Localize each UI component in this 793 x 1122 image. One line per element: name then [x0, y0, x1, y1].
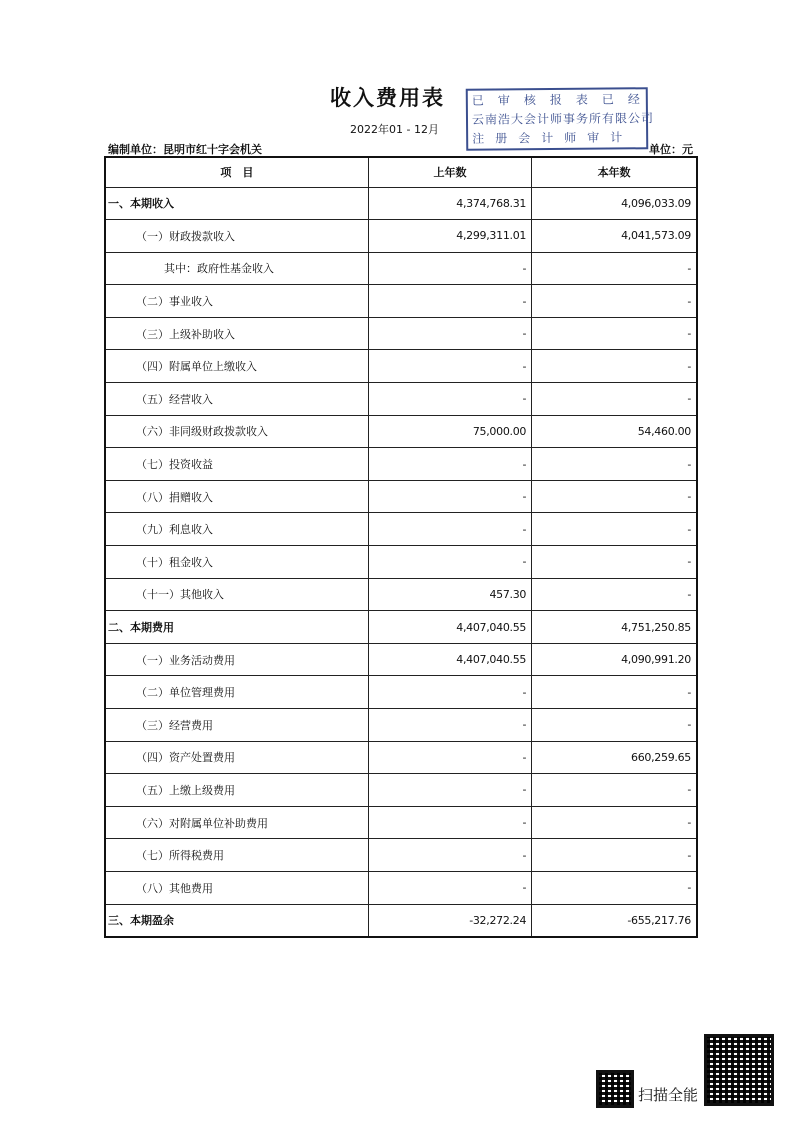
- table-row: [105, 709, 697, 742]
- table-row: [105, 513, 697, 546]
- row-item-label: 其中：政府性基金收入: [105, 252, 368, 285]
- table-row: [105, 611, 697, 644]
- table-row: [105, 220, 697, 253]
- row-prev-year-value: -: [368, 741, 531, 774]
- table-header-row: [105, 157, 697, 187]
- row-current-year-value: -: [532, 871, 697, 904]
- report-title: 收入费用表: [330, 86, 445, 110]
- row-item-label: （三）上级补助收入: [105, 317, 368, 350]
- row-prev-year-value: -: [368, 317, 531, 350]
- table-row: [105, 578, 697, 611]
- row-item-label: （七）投资收益: [105, 448, 368, 481]
- row-item-label: （七）所得税费用: [105, 839, 368, 872]
- row-item-label: （十一）其他收入: [105, 578, 368, 611]
- row-item-label: （二）单位管理费用: [105, 676, 368, 709]
- row-prev-year-value: -: [368, 774, 531, 807]
- row-prev-year-value: -: [368, 350, 531, 383]
- table-row: [105, 741, 697, 774]
- row-current-year-value: -: [532, 480, 697, 513]
- row-prev-year-value: -: [368, 546, 531, 579]
- row-prev-year-value: 457.30: [368, 578, 531, 611]
- preparing-unit: 编制单位：昆明市红十字会机关: [108, 143, 262, 156]
- row-item-label: （五）经营收入: [105, 383, 368, 416]
- row-prev-year-value: -: [368, 480, 531, 513]
- row-current-year-value: -: [532, 546, 697, 579]
- row-current-year-value: -655,217.76: [532, 904, 697, 937]
- column-header-item: 项 目: [105, 157, 368, 187]
- table-row: [105, 871, 697, 904]
- currency-unit: 单位：元: [649, 143, 693, 156]
- row-current-year-value: 660,259.65: [532, 741, 697, 774]
- row-prev-year-value: -: [368, 709, 531, 742]
- row-prev-year-value: -: [368, 871, 531, 904]
- table-row: [105, 383, 697, 416]
- row-prev-year-value: -: [368, 285, 531, 318]
- row-current-year-value: 54,460.00: [532, 415, 697, 448]
- row-item-label: （三）经营费用: [105, 709, 368, 742]
- stamp-line-2: 云南浩大会计师事务所有限公司: [471, 111, 655, 127]
- row-current-year-value: -: [532, 285, 697, 318]
- table-row: [105, 415, 697, 448]
- row-current-year-value: -: [532, 839, 697, 872]
- table-row: [105, 676, 697, 709]
- audit-stamp: [466, 87, 655, 151]
- row-item-label: （四）附属单位上缴收入: [105, 350, 368, 383]
- row-item-label: 三、本期盈余: [105, 904, 368, 937]
- row-item-label: （九）利息收入: [105, 513, 368, 546]
- row-item-label: （八）捐赠收入: [105, 480, 368, 513]
- row-prev-year-value: 4,299,311.01: [368, 220, 531, 253]
- row-current-year-value: -: [532, 317, 697, 350]
- row-current-year-value: -: [532, 774, 697, 807]
- row-prev-year-value: -: [368, 839, 531, 872]
- row-item-label: （一）财政拨款收入: [105, 220, 368, 253]
- row-prev-year-value: 4,407,040.55: [368, 611, 531, 644]
- row-prev-year-value: -32,272.24: [368, 904, 531, 937]
- report-period: 2022年01 - 12月: [350, 123, 439, 136]
- table-row: [105, 448, 697, 481]
- row-item-label: （五）上缴上级费用: [105, 774, 368, 807]
- row-current-year-value: -: [532, 252, 697, 285]
- table-row: [105, 643, 697, 676]
- row-prev-year-value: -: [368, 252, 531, 285]
- table-row: [105, 774, 697, 807]
- row-item-label: 一、本期收入: [105, 187, 368, 220]
- table-row: [105, 187, 697, 220]
- column-header-prev-year: 上年数: [368, 157, 531, 187]
- table-row: [105, 285, 697, 318]
- row-current-year-value: -: [532, 676, 697, 709]
- row-item-label: 二、本期费用: [105, 611, 368, 644]
- row-current-year-value: -: [532, 578, 697, 611]
- table-row: [105, 317, 697, 350]
- table-row: [105, 252, 697, 285]
- table-row: [105, 806, 697, 839]
- stamp-line-1: 已审核报表已经: [471, 92, 654, 108]
- row-prev-year-value: 4,374,768.31: [368, 187, 531, 220]
- row-item-label: （十）租金收入: [105, 546, 368, 579]
- row-item-label: （一）业务活动费用: [105, 643, 368, 676]
- row-current-year-value: -: [532, 709, 697, 742]
- row-item-label: （六）对附属单位补助费用: [105, 806, 368, 839]
- row-current-year-value: 4,090,991.20: [532, 643, 697, 676]
- table-row: [105, 350, 697, 383]
- row-prev-year-value: -: [368, 448, 531, 481]
- row-item-label: （八）其他费用: [105, 871, 368, 904]
- table-row: [105, 839, 697, 872]
- row-current-year-value: -: [532, 513, 697, 546]
- row-current-year-value: 4,096,033.09: [532, 187, 697, 220]
- stamp-line-3: 注册会计师审计: [472, 130, 634, 146]
- row-item-label: （六）非同级财政拨款收入: [105, 415, 368, 448]
- row-prev-year-value: 75,000.00: [368, 415, 531, 448]
- row-item-label: （二）事业收入: [105, 285, 368, 318]
- table-row: [105, 480, 697, 513]
- row-current-year-value: 4,751,250.85: [532, 611, 697, 644]
- row-prev-year-value: -: [368, 676, 531, 709]
- row-item-label: （四）资产处置费用: [105, 741, 368, 774]
- row-current-year-value: -: [532, 448, 697, 481]
- row-prev-year-value: 4,407,040.55: [368, 643, 531, 676]
- row-current-year-value: 4,041,573.09: [532, 220, 697, 253]
- row-prev-year-value: -: [368, 383, 531, 416]
- row-current-year-value: -: [532, 383, 697, 416]
- qr-code-small: [596, 1070, 634, 1108]
- column-header-current-year: 本年数: [532, 157, 697, 187]
- scanner-app-label: 扫描全能: [638, 1086, 699, 1104]
- row-current-year-value: -: [532, 806, 697, 839]
- income-expense-table: [104, 156, 698, 938]
- row-prev-year-value: -: [368, 513, 531, 546]
- table-row: [105, 546, 697, 579]
- row-prev-year-value: -: [368, 806, 531, 839]
- qr-code-large: [704, 1034, 774, 1106]
- table-row: [105, 904, 697, 937]
- row-current-year-value: -: [532, 350, 697, 383]
